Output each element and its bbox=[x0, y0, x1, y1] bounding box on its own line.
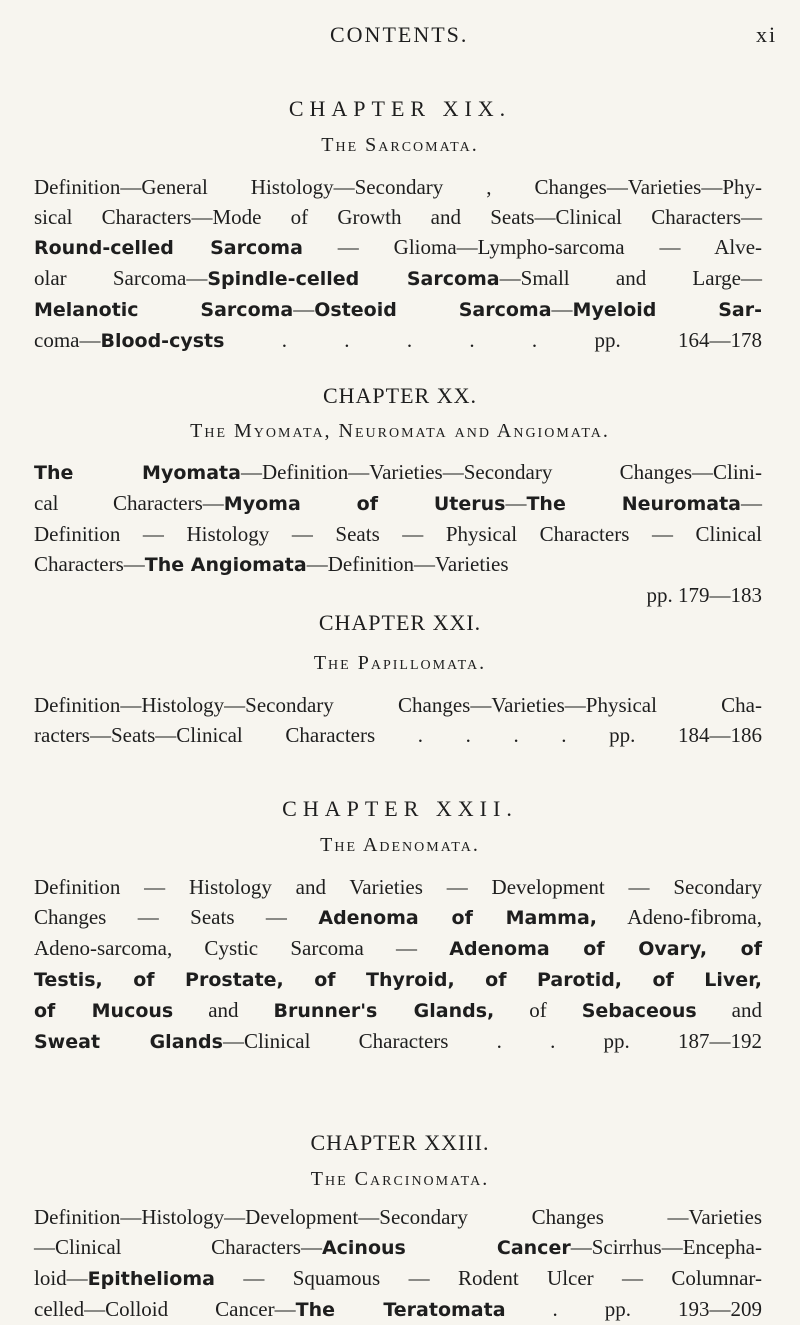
entry-line: Sweat Glands—Clinical Characters . . pp. 187—192 bbox=[34, 1029, 762, 1053]
chapter-entry bbox=[34, 172, 762, 356]
entry-line: sical Characters—Mode of Growth and Seats—Clinical Characters— bbox=[34, 205, 762, 229]
chapter-heading: CHAPTER XXIII. bbox=[310, 1130, 490, 1155]
entry-line: loid—Epithelioma — Squamous — Rodent Ulcer — Columnar- bbox=[34, 1266, 762, 1290]
running-head-title: CONTENTS. bbox=[330, 22, 469, 47]
chapter-heading: CHAPTER XXI. bbox=[318, 610, 482, 635]
chapter-entry bbox=[34, 457, 762, 610]
entry-line: Adeno-sarcoma, Cystic Sarcoma — Adenoma of Ovary, of bbox=[34, 936, 762, 960]
entry-line: Definition — Histology and Varieties — Development — Secondary bbox=[34, 875, 762, 899]
entry-line: The Myomata—Definition—Varieties—Secondary Changes—Clini- bbox=[34, 460, 763, 484]
chapter-subtitle: The Papillomata. bbox=[313, 652, 487, 674]
entry-line: Characters—The Angiomata—Definition—Varieties bbox=[34, 552, 509, 576]
entry-line: olar Sarcoma—Spindle-celled Sarcoma—Small and Large— bbox=[34, 266, 763, 290]
chapter-entry bbox=[34, 872, 762, 1057]
entry-line: coma—Blood-cysts . . . . . pp. 164—178 bbox=[34, 328, 762, 352]
entry-line: Changes — Seats — Adenoma of Mamma, Adeno-fibroma, bbox=[34, 905, 762, 929]
chapter-heading: CHAPTER XIX. bbox=[288, 96, 512, 121]
entry-line: Definition — Histology — Seats — Physical Characters — Clinical bbox=[34, 522, 762, 546]
entry-line: Testis, of Prostate, of Thyroid, of Parotid, of Liver, bbox=[34, 969, 762, 991]
entry-line: of Mucous and Brunner's Glands, of Sebaceous and bbox=[34, 998, 763, 1022]
entry-line: Definition—General Histology—Secondary , Changes—Varieties—Phy- bbox=[34, 175, 762, 199]
chapter-subtitle: The Adenomata. bbox=[320, 834, 480, 856]
entry-line: celled—Colloid Cancer—The Teratomata . pp. 193—209 bbox=[34, 1297, 762, 1321]
entry-line: Melanotic Sarcoma—Osteoid Sarcoma—Myeloid Sar- bbox=[34, 297, 763, 321]
entry-line: cal Characters—Myoma of Uterus—The Neuromata— bbox=[34, 491, 762, 515]
chapter-heading: CHAPTER XX. bbox=[322, 383, 477, 408]
entry-line: Definition—Histology—Development—Secondary Changes —Varieties bbox=[34, 1205, 762, 1229]
chapter-entry bbox=[34, 690, 762, 750]
entry-line: Round-celled Sarcoma — Glioma—Lympho-sarcoma — Alve- bbox=[34, 235, 763, 259]
chapter-entry bbox=[34, 1202, 762, 1325]
entry-line: Definition—Histology—Secondary Changes—Varieties—Physical Cha- bbox=[34, 693, 762, 717]
page-number: xi bbox=[756, 22, 778, 47]
chapter-subtitle: The Sarcomata. bbox=[321, 134, 479, 156]
chapter-subtitle: The Carcinomata. bbox=[310, 1168, 490, 1190]
chapter-heading: CHAPTER XXII. bbox=[282, 796, 518, 821]
entry-line: racters—Seats—Clinical Characters . . . . pp. 184—186 bbox=[34, 723, 762, 747]
entry-line: pp. 179—183 bbox=[646, 583, 762, 607]
chapter-subtitle: The Myomata, Neuromata and Angiomata. bbox=[190, 420, 610, 442]
entry-line: —Clinical Characters—Acinous Cancer—Scirrhus—Encepha- bbox=[34, 1235, 762, 1259]
